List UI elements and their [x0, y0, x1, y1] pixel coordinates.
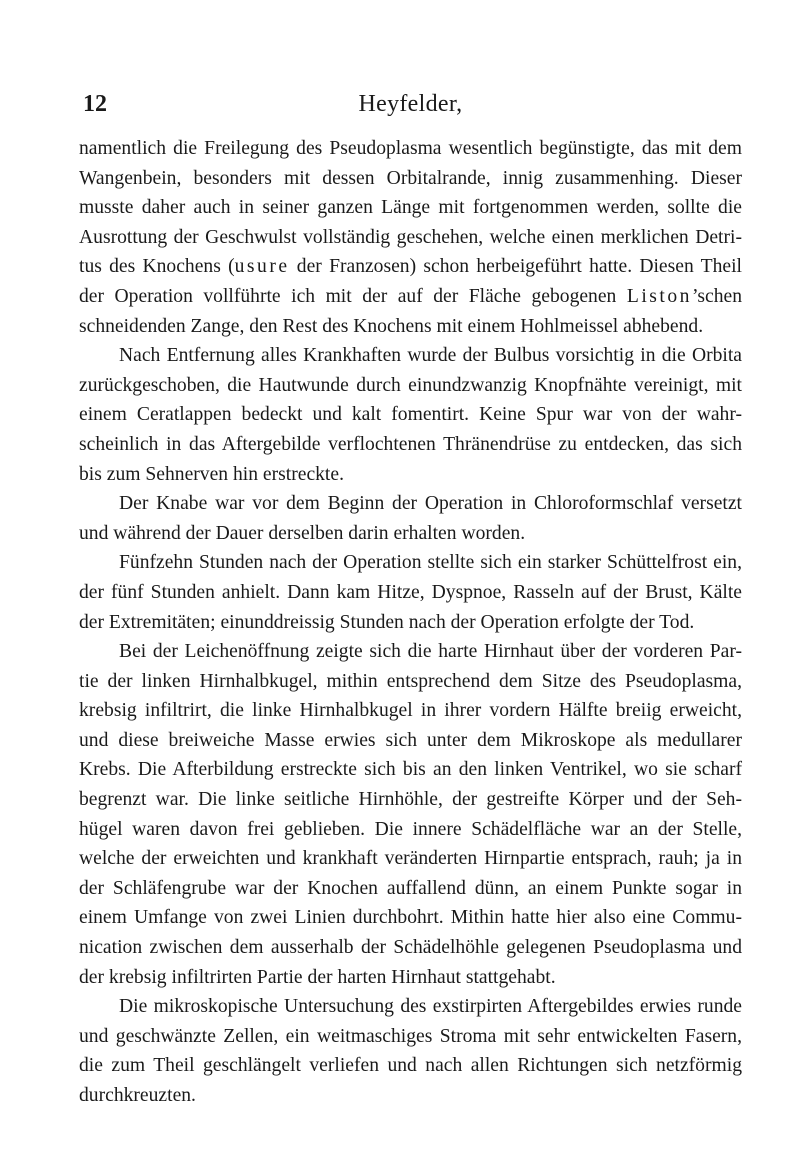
page-number: 12 — [83, 91, 107, 117]
paragraph-5: Bei der Leichenöffnung zeigte sich die harte Hirnhaut über der vorderen Par- tie der linken Hirnhalbkugel, mithin entsprechend dem Sitze des Pseudoplasma, krebsig infiltrirt, die linke Hirnhalbkugel in ihrer vordern Hälfte breiig erweicht, und diese breiweiche Masse erwies sich unter dem Mikroskope als medullarer Krebs. Die Afterbildung erstreckte sich bis an den linken Ventrikel, wo sie scharf begrenzt war. Die linke seitliche Hirnhöhle, der gestreifte Körper und der Seh- hügel waren davon frei geblieben. Die innere Schädelfläche war an der Stelle, welche der erweichten und krankhaft veränderten Hirnpartie entsprach, rauh; ja in der Schläfengrube war der Knochen auffallend dünn, an einem Punkte sogar in einem Umfange von zwei Linien durchbohrt. Mithin hatte hier also eine Commu- nication zwischen dem ausserhalb der Schädelhöhle gelegenen Pseudoplasma und der krebsig infiltrirten Partie der harten Hirnhaut stattgehabt. — [79, 641, 742, 988]
paragraph-1 — [79, 134, 742, 341]
paragraph-6: Die mikroskopische Untersuchung des exstirpirten Aftergebildes erwies runde und geschwänzte Zellen, ein weitmaschiges Stroma mit sehr entwickelten Fasern, die zum Theil geschlängelt verliefen und nach allen Richtungen sich netzförmig durchkreuzten. — [79, 996, 742, 1106]
paragraph-1-emphasis-liston: Liston — [626, 285, 692, 307]
page-header — [79, 84, 742, 124]
paragraph-1-text-c: ’schen schneidenden Zange, den Rest des Knochens mit einem Hohlmeissel abhebend. — [79, 285, 742, 337]
paragraph-4: Fünfzehn Stunden nach der Operation stellte sich ein starker Schüttelfrost ein, der fünf Stunden anhielt. Dann kam Hitze, Dyspnoe, Rasseln auf der Brust, Kälte der Extremitäten; einunddreissig Stunden nach der Operation erfolgte der Tod. — [79, 552, 742, 633]
running-head: Heyfelder, — [358, 91, 463, 117]
paragraph-3: Der Knabe war vor dem Beginn der Operation in Chloroformschlaf versetzt und während der Dauer derselben darin erhalten worden. — [79, 493, 742, 544]
body-text — [79, 134, 742, 1111]
document-page — [79, 84, 742, 1111]
paragraph-1-text-b: der Franzosen) schon herbeigeführt hatte. Diesen Theil der Operation vollführte ich mit der auf der Fläche gebogenen — [79, 256, 742, 307]
paragraph-2: Nach Entfernung alles Krankhaften wurde der Bulbus vorsichtig in die Orbita zurückgeschoben, die Hautwunde durch einundzwanzig Knopfnähte vereinigt, mit einem Ceratlappen bedeckt und kalt fomentirt. Keine Spur war von der wahr- scheinlich in das Aftergebilde verflochtenen Thränendrüse zu entdecken, das sich bis zum Sehnerven hin erstreckte. — [79, 345, 742, 485]
paragraph-1-emphasis-usure: usure — [234, 256, 290, 278]
paragraph-1-text-a: namentlich die Freilegung des Pseudoplasma wesentlich begünstigte, das mit dem Wangenbein, besonders mit dessen Orbitalrande, innig zusammenhing. Dieser musste daher auch in seiner ganzen Länge mit fortgenommen werden, sollte die Ausrottung der Geschwulst vollständig geschehen, welche einen merklichen Detri- tus des Knochens ( — [79, 138, 742, 278]
